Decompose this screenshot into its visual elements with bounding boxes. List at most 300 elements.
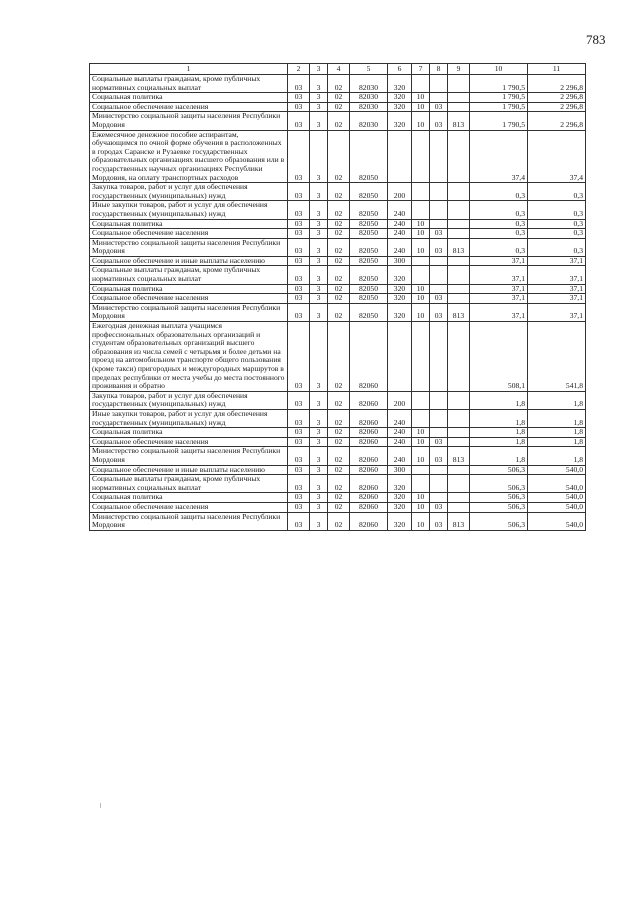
cell-col-5: 82050: [350, 294, 388, 304]
column-header: 1: [90, 64, 288, 75]
table-row: [90, 102, 586, 112]
cell-col-8: [430, 465, 448, 475]
table-row: [90, 409, 586, 427]
column-header: 2: [288, 64, 310, 75]
cell-col-7: 10: [412, 112, 430, 130]
cell-col-2: 03: [288, 502, 310, 512]
table-header-row: [90, 64, 586, 75]
cell-col-5: 82030: [350, 112, 388, 130]
cell-col-7: [412, 322, 430, 392]
cell-col-2: 03: [288, 465, 310, 475]
cell-col-2: 03: [288, 201, 310, 219]
cell-col-10: 37,1: [470, 303, 528, 321]
cell-col-10: 508,1: [470, 322, 528, 392]
cell-col-8: 03: [430, 303, 448, 321]
cell-col-7: 10: [412, 428, 430, 438]
cell-col-9: 813: [448, 303, 470, 321]
cell-col-6: 320: [388, 502, 412, 512]
cell-col-6: 200: [388, 183, 412, 201]
cell-col-6: 240: [388, 447, 412, 465]
cell-col-10: 1 790,5: [470, 112, 528, 130]
cell-col-3: 3: [310, 229, 328, 239]
row-label: Социальная политика: [90, 93, 288, 103]
cell-col-5: 82050: [350, 303, 388, 321]
cell-col-3: 3: [310, 428, 328, 438]
row-label: Социальное обеспечение населения: [90, 294, 288, 304]
row-label: Иные закупки товаров, работ и услуг для обеспечения государственных (муниципальных) нужд: [90, 409, 288, 427]
cell-col-9: [448, 102, 470, 112]
cell-col-7: 10: [412, 229, 430, 239]
cell-col-3: 3: [310, 502, 328, 512]
table-row: [90, 512, 586, 530]
cell-col-4: 02: [328, 229, 350, 239]
cell-col-3: 3: [310, 447, 328, 465]
cell-col-10: 0,3: [470, 238, 528, 256]
cell-col-10: 0,3: [470, 229, 528, 239]
cell-col-9: [448, 294, 470, 304]
row-label: Социальное обеспечение и иные выплаты населению: [90, 465, 288, 475]
budget-table: [89, 63, 586, 531]
table-row: [90, 303, 586, 321]
cell-col-5: 82030: [350, 102, 388, 112]
cell-col-10: 506,3: [470, 512, 528, 530]
cell-col-2: 03: [288, 130, 310, 183]
cell-col-3: 3: [310, 437, 328, 447]
cell-col-4: 02: [328, 428, 350, 438]
cell-col-5: 82030: [350, 93, 388, 103]
cell-col-8: [430, 93, 448, 103]
row-label: Социальное обеспечение населения: [90, 437, 288, 447]
cell-col-4: 02: [328, 447, 350, 465]
cell-col-4: 02: [328, 219, 350, 229]
cell-col-6: 200: [388, 391, 412, 409]
cell-col-4: 02: [328, 322, 350, 392]
cell-col-6: 240: [388, 238, 412, 256]
cell-col-9: [448, 502, 470, 512]
cell-col-8: [430, 493, 448, 503]
cell-col-6: 320: [388, 294, 412, 304]
cell-col-2: 03: [288, 183, 310, 201]
cell-col-10: 506,3: [470, 475, 528, 493]
row-label: Социальные выплаты гражданам, кроме публичных нормативных социальных выплат: [90, 75, 288, 93]
cell-col-3: 3: [310, 475, 328, 493]
cell-col-5: 82050: [350, 256, 388, 266]
cell-col-3: 3: [310, 512, 328, 530]
cell-col-4: 02: [328, 201, 350, 219]
table-row: [90, 183, 586, 201]
cell-col-8: [430, 266, 448, 284]
scan-mark: [100, 803, 101, 808]
cell-col-5: 82060: [350, 447, 388, 465]
cell-col-9: 813: [448, 512, 470, 530]
cell-col-9: [448, 130, 470, 183]
cell-col-5: 82050: [350, 266, 388, 284]
cell-col-11: 37,1: [528, 284, 586, 294]
cell-col-5: 82050: [350, 130, 388, 183]
cell-col-10: 1 790,5: [470, 102, 528, 112]
cell-col-3: 3: [310, 201, 328, 219]
cell-col-11: 2 296,8: [528, 102, 586, 112]
cell-col-2: 03: [288, 493, 310, 503]
cell-col-8: [430, 75, 448, 93]
cell-col-2: 03: [288, 475, 310, 493]
cell-col-6: 320: [388, 266, 412, 284]
cell-col-2: 03: [288, 219, 310, 229]
cell-col-11: 2 296,8: [528, 112, 586, 130]
cell-col-6: 240: [388, 437, 412, 447]
cell-col-10: 37,1: [470, 256, 528, 266]
cell-col-9: [448, 229, 470, 239]
cell-col-11: 37,4: [528, 130, 586, 183]
cell-col-11: 1,8: [528, 437, 586, 447]
cell-col-9: [448, 322, 470, 392]
cell-col-8: 03: [430, 294, 448, 304]
cell-col-8: [430, 201, 448, 219]
cell-col-11: 37,1: [528, 256, 586, 266]
cell-col-4: 02: [328, 102, 350, 112]
cell-col-10: 1,8: [470, 391, 528, 409]
cell-col-3: 3: [310, 266, 328, 284]
column-header: 9: [448, 64, 470, 75]
cell-col-7: [412, 475, 430, 493]
cell-col-10: 0,3: [470, 201, 528, 219]
cell-col-2: 03: [288, 266, 310, 284]
cell-col-8: [430, 256, 448, 266]
table-row: [90, 322, 586, 392]
cell-col-9: [448, 219, 470, 229]
cell-col-11: 0,3: [528, 219, 586, 229]
cell-col-3: 3: [310, 219, 328, 229]
cell-col-10: 1,8: [470, 437, 528, 447]
cell-col-2: 03: [288, 409, 310, 427]
cell-col-9: [448, 256, 470, 266]
cell-col-2: 03: [288, 428, 310, 438]
cell-col-4: 02: [328, 502, 350, 512]
cell-col-11: 540,0: [528, 475, 586, 493]
cell-col-9: [448, 284, 470, 294]
cell-col-9: [448, 428, 470, 438]
cell-col-5: 82050: [350, 201, 388, 219]
cell-col-11: 1,8: [528, 428, 586, 438]
cell-col-11: 37,1: [528, 266, 586, 284]
column-header: 5: [350, 64, 388, 75]
cell-col-2: 03: [288, 437, 310, 447]
table-body: [90, 75, 586, 531]
cell-col-9: [448, 93, 470, 103]
cell-col-6: 240: [388, 229, 412, 239]
cell-col-5: 82060: [350, 512, 388, 530]
cell-col-5: 82060: [350, 428, 388, 438]
cell-col-6: 320: [388, 512, 412, 530]
table-row: [90, 284, 586, 294]
table-row: [90, 502, 586, 512]
cell-col-4: 02: [328, 238, 350, 256]
row-label: Иные закупки товаров, работ и услуг для обеспечения государственных (муниципальных) нужд: [90, 201, 288, 219]
cell-col-3: 3: [310, 183, 328, 201]
cell-col-6: 320: [388, 93, 412, 103]
cell-col-11: 2 296,8: [528, 75, 586, 93]
table-row: [90, 130, 586, 183]
cell-col-9: [448, 465, 470, 475]
row-label: Социальное обеспечение населения: [90, 502, 288, 512]
cell-col-4: 02: [328, 294, 350, 304]
row-label: Министерство социальной защиты населения Республики Мордовия: [90, 447, 288, 465]
cell-col-11: 1,8: [528, 409, 586, 427]
cell-col-7: 10: [412, 512, 430, 530]
column-header: 6: [388, 64, 412, 75]
cell-col-8: [430, 284, 448, 294]
cell-col-2: 03: [288, 229, 310, 239]
cell-col-3: 3: [310, 112, 328, 130]
row-label: Ежемесячное денежное пособие аспирантам, обучающимся по очной форме обучения в расположенных в городах Саранске и Рузаевке государственных образовательных организациях высшего образования или в государственных научных организациях Республики Мордовия, на оплату транспортных расходов: [90, 130, 288, 183]
cell-col-8: 03: [430, 447, 448, 465]
cell-col-7: [412, 201, 430, 219]
cell-col-10: 1,8: [470, 409, 528, 427]
cell-col-5: 82060: [350, 391, 388, 409]
cell-col-3: 3: [310, 93, 328, 103]
cell-col-4: 02: [328, 75, 350, 93]
row-label: Ежегодная денежная выплата учащимся профессиональных образовательных организаций и студентам образовательных организаций высшего образования из числа семей с четырьмя и более детьми на проезд на автомобильном транспорте общего пользования (кроме такси) пригородных и междугородных маршрутов в пределах республики от места учебы до места постоянного проживания и обратно: [90, 322, 288, 392]
cell-col-7: 10: [412, 102, 430, 112]
cell-col-4: 02: [328, 266, 350, 284]
cell-col-7: [412, 130, 430, 183]
row-label: Социальная политика: [90, 428, 288, 438]
table-row: [90, 238, 586, 256]
cell-col-2: 03: [288, 112, 310, 130]
cell-col-7: 10: [412, 219, 430, 229]
cell-col-6: 240: [388, 219, 412, 229]
row-label: Министерство социальной защиты населения Республики Мордовия: [90, 512, 288, 530]
row-label: Социальная политика: [90, 493, 288, 503]
cell-col-4: 02: [328, 183, 350, 201]
cell-col-5: 82050: [350, 238, 388, 256]
cell-col-10: 506,3: [470, 493, 528, 503]
cell-col-7: 10: [412, 447, 430, 465]
row-label: Закупка товаров, работ и услуг для обеспечения государственных (муниципальных) нужд: [90, 183, 288, 201]
cell-col-9: 813: [448, 238, 470, 256]
cell-col-5: 82060: [350, 502, 388, 512]
cell-col-8: 03: [430, 502, 448, 512]
cell-col-8: [430, 322, 448, 392]
cell-col-10: 37,1: [470, 294, 528, 304]
cell-col-4: 02: [328, 303, 350, 321]
cell-col-2: 03: [288, 75, 310, 93]
cell-col-6: 320: [388, 284, 412, 294]
cell-col-7: [412, 465, 430, 475]
cell-col-5: 82060: [350, 409, 388, 427]
cell-col-5: 82060: [350, 437, 388, 447]
cell-col-9: [448, 409, 470, 427]
cell-col-3: 3: [310, 322, 328, 392]
cell-col-8: 03: [430, 437, 448, 447]
cell-col-8: [430, 475, 448, 493]
cell-col-9: [448, 183, 470, 201]
cell-col-5: 82030: [350, 75, 388, 93]
cell-col-3: 3: [310, 465, 328, 475]
column-header: 8: [430, 64, 448, 75]
cell-col-8: 03: [430, 512, 448, 530]
row-label: Закупка товаров, работ и услуг для обеспечения государственных (муниципальных) нужд: [90, 391, 288, 409]
cell-col-6: 320: [388, 75, 412, 93]
cell-col-5: 82060: [350, 322, 388, 392]
cell-col-11: 541,8: [528, 322, 586, 392]
table-row: [90, 465, 586, 475]
cell-col-10: 1 790,5: [470, 93, 528, 103]
cell-col-7: [412, 75, 430, 93]
cell-col-7: 10: [412, 493, 430, 503]
cell-col-11: 1,8: [528, 391, 586, 409]
cell-col-6: 320: [388, 493, 412, 503]
cell-col-10: 1 790,5: [470, 75, 528, 93]
row-label: Социальное обеспечение и иные выплаты населению: [90, 256, 288, 266]
cell-col-6: 320: [388, 475, 412, 493]
row-label: Социальная политика: [90, 219, 288, 229]
cell-col-2: 03: [288, 284, 310, 294]
table-row: [90, 391, 586, 409]
column-header: 7: [412, 64, 430, 75]
cell-col-2: 03: [288, 93, 310, 103]
cell-col-8: 03: [430, 102, 448, 112]
cell-col-5: 82060: [350, 465, 388, 475]
cell-col-7: 10: [412, 502, 430, 512]
cell-col-9: 813: [448, 112, 470, 130]
cell-col-5: 82050: [350, 229, 388, 239]
cell-col-7: 10: [412, 284, 430, 294]
cell-col-4: 02: [328, 391, 350, 409]
cell-col-7: [412, 256, 430, 266]
cell-col-4: 02: [328, 409, 350, 427]
row-label: Социальное обеспечение населения: [90, 102, 288, 112]
cell-col-11: 0,3: [528, 201, 586, 219]
cell-col-7: [412, 391, 430, 409]
table-row: [90, 112, 586, 130]
cell-col-2: 03: [288, 322, 310, 392]
table-row: [90, 93, 586, 103]
cell-col-10: 1,8: [470, 428, 528, 438]
cell-col-11: 0,3: [528, 238, 586, 256]
column-header: 4: [328, 64, 350, 75]
column-header: 11: [528, 64, 586, 75]
cell-col-9: [448, 75, 470, 93]
cell-col-3: 3: [310, 409, 328, 427]
row-label: Социальная политика: [90, 284, 288, 294]
cell-col-2: 03: [288, 238, 310, 256]
cell-col-5: 82050: [350, 219, 388, 229]
cell-col-5: 82050: [350, 284, 388, 294]
cell-col-11: 37,1: [528, 303, 586, 321]
cell-col-8: 03: [430, 112, 448, 130]
cell-col-2: 03: [288, 447, 310, 465]
cell-col-10: 0,3: [470, 183, 528, 201]
cell-col-7: 10: [412, 93, 430, 103]
cell-col-6: 240: [388, 409, 412, 427]
table-row: [90, 229, 586, 239]
cell-col-4: 02: [328, 493, 350, 503]
table-row: [90, 437, 586, 447]
cell-col-3: 3: [310, 102, 328, 112]
cell-col-7: 10: [412, 303, 430, 321]
cell-col-2: 03: [288, 294, 310, 304]
cell-col-3: 3: [310, 130, 328, 183]
cell-col-2: 03: [288, 102, 310, 112]
cell-col-7: 10: [412, 294, 430, 304]
cell-col-3: 3: [310, 391, 328, 409]
cell-col-10: 37,4: [470, 130, 528, 183]
cell-col-10: 506,3: [470, 465, 528, 475]
cell-col-6: [388, 130, 412, 183]
cell-col-7: [412, 409, 430, 427]
cell-col-11: 540,0: [528, 502, 586, 512]
cell-col-6: 300: [388, 256, 412, 266]
row-label: Министерство социальной защиты населения Республики Мордовия: [90, 238, 288, 256]
cell-col-9: [448, 266, 470, 284]
cell-col-11: 540,0: [528, 493, 586, 503]
cell-col-9: [448, 391, 470, 409]
cell-col-7: [412, 266, 430, 284]
cell-col-3: 3: [310, 75, 328, 93]
cell-col-3: 3: [310, 493, 328, 503]
cell-col-4: 02: [328, 475, 350, 493]
row-label: Социальные выплаты гражданам, кроме публичных нормативных социальных выплат: [90, 475, 288, 493]
cell-col-8: [430, 219, 448, 229]
cell-col-5: 82060: [350, 475, 388, 493]
cell-col-8: [430, 183, 448, 201]
cell-col-5: 82050: [350, 183, 388, 201]
cell-col-10: 0,3: [470, 219, 528, 229]
cell-col-6: 240: [388, 428, 412, 438]
cell-col-11: 540,0: [528, 512, 586, 530]
table-row: [90, 256, 586, 266]
table-row: [90, 447, 586, 465]
cell-col-3: 3: [310, 284, 328, 294]
cell-col-10: 506,3: [470, 502, 528, 512]
cell-col-9: 813: [448, 447, 470, 465]
column-header: 3: [310, 64, 328, 75]
cell-col-6: 320: [388, 102, 412, 112]
cell-col-9: [448, 493, 470, 503]
cell-col-2: 03: [288, 303, 310, 321]
column-header: 10: [470, 64, 528, 75]
cell-col-8: [430, 130, 448, 183]
cell-col-10: 1,8: [470, 447, 528, 465]
cell-col-5: 82060: [350, 493, 388, 503]
cell-col-4: 02: [328, 465, 350, 475]
table-row: [90, 201, 586, 219]
cell-col-8: [430, 409, 448, 427]
table-row: [90, 475, 586, 493]
cell-col-4: 02: [328, 130, 350, 183]
row-label: Социальные выплаты гражданам, кроме публичных нормативных социальных выплат: [90, 266, 288, 284]
cell-col-3: 3: [310, 238, 328, 256]
cell-col-8: 03: [430, 238, 448, 256]
cell-col-4: 02: [328, 437, 350, 447]
cell-col-6: 300: [388, 465, 412, 475]
row-label: Социальное обеспечение населения: [90, 229, 288, 239]
table-row: [90, 75, 586, 93]
cell-col-3: 3: [310, 294, 328, 304]
cell-col-3: 3: [310, 256, 328, 266]
cell-col-2: 03: [288, 256, 310, 266]
cell-col-4: 02: [328, 512, 350, 530]
cell-col-9: [448, 201, 470, 219]
cell-col-2: 03: [288, 512, 310, 530]
cell-col-11: 0,3: [528, 229, 586, 239]
cell-col-10: 37,1: [470, 284, 528, 294]
cell-col-7: 10: [412, 437, 430, 447]
cell-col-10: 37,1: [470, 266, 528, 284]
cell-col-11: 540,0: [528, 465, 586, 475]
cell-col-4: 02: [328, 284, 350, 294]
